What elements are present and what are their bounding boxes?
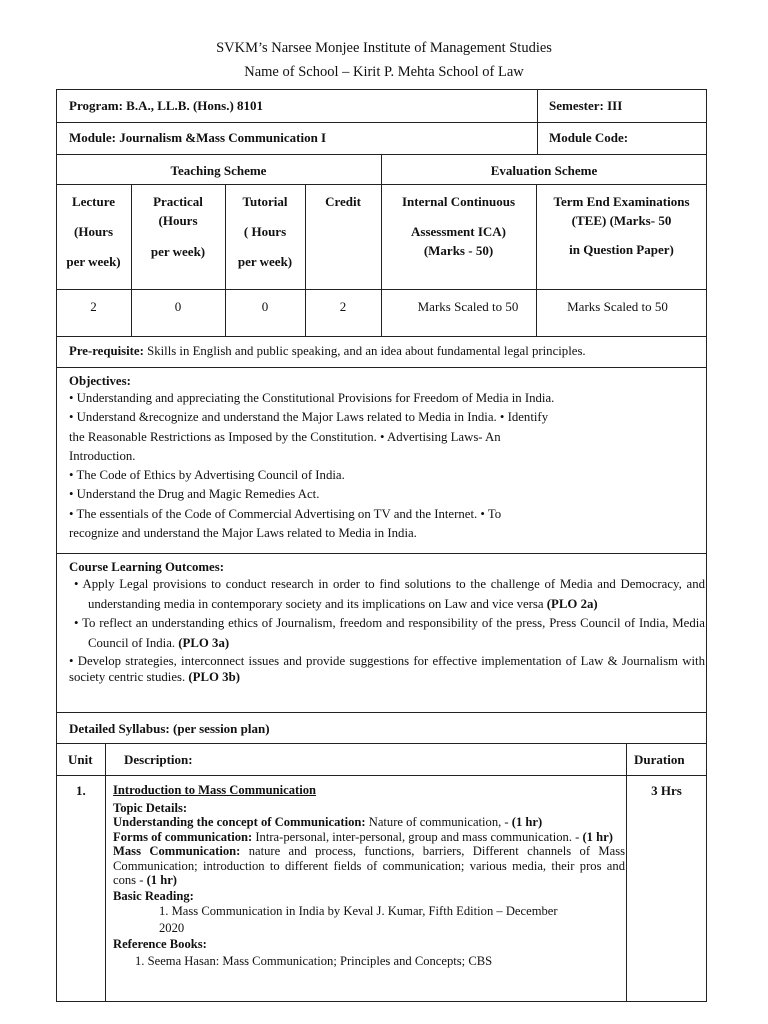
tee-header: Term End Examinations (TEE) (Marks- 50 in Question Paper)	[553, 194, 690, 257]
reference-books-label: Reference Books:	[113, 937, 207, 951]
unit-column-header: Unit	[68, 752, 93, 767]
school-name: Name of School – Kirit P. Mehta School of Law	[244, 64, 524, 80]
objective-line: Introduction.	[69, 448, 136, 463]
objective-line: • The Code of Ethics by Advertising Council of India.	[69, 468, 345, 483]
ica-header: Internal Continuous Assessment ICA) (Marks - 50)	[401, 194, 516, 258]
unit-duration: 3 Hrs	[651, 783, 682, 798]
unit-number: 1.	[76, 783, 86, 798]
basic-reading-item: 1. Mass Communication in India by Keval J. Kumar, Fifth Edition – December 2020	[159, 904, 558, 935]
topic-item: Understanding the concept of Communication: Nature of communication, - (1 hr)	[113, 815, 543, 829]
outcome-item: • Apply Legal provisions to conduct research in order to find solutions to the challenge of Media and Democracy, and understanding media in contemporary society and its implications on Law and vice versa (PLO 2a)	[74, 577, 705, 611]
program-label: Program: B.A., LL.B. (Hons.) 8101	[69, 98, 264, 113]
objectives	[69, 373, 705, 543]
unit-description	[113, 783, 625, 970]
topic-item: Mass Communication: nature and process, functions, barriers, Different channels of Mass Communication; introduction to different fields of communication; various media, their pros and cons - (1 hr)	[113, 844, 625, 887]
tutorial-header: Tutorial ( Hours per week)	[237, 194, 293, 269]
reference-book-item: 1. Seema Hasan: Mass Communication; Principles and Concepts; CBS	[135, 953, 493, 968]
outcomes-title: Course Learning Outcomes:	[69, 560, 224, 574]
basic-reading-label: Basic Reading:	[113, 888, 194, 903]
topic-item: Forms of communication: Intra-personal, inter-personal, group and mass communication. - (1 hr)	[113, 829, 613, 844]
learning-outcomes	[69, 559, 705, 685]
tutorial-value: 0	[261, 299, 269, 314]
syllabus-title: Detailed Syllabus: (per session plan)	[69, 721, 270, 736]
module-code-label: Module Code:	[549, 130, 629, 145]
topic-details-label: Topic Details:	[113, 800, 188, 815]
objective-line: • Understand the Drug and Magic Remedies Act.	[69, 487, 320, 502]
ica-value: Marks Scaled to 50	[417, 299, 519, 314]
credit-value: 2	[339, 299, 347, 314]
description-column-header: Description:	[124, 752, 193, 767]
semester-label: Semester: III	[549, 98, 623, 113]
unit-title: Introduction to Mass Communication	[113, 783, 317, 797]
duration-column-header: Duration	[634, 752, 685, 767]
objective-line: the Reasonable Restrictions as Imposed by the Constitution. • Advertising Laws- An	[69, 429, 501, 444]
outcome-item: • Develop strategies, interconnect issues and provide suggestions for effective implementation of Law & Journalism with society centric studies. (PLO 3b)	[69, 654, 705, 684]
institute-name: SVKM’s Narsee Monjee Institute of Management Studies	[216, 40, 552, 56]
credit-header: Credit	[325, 194, 361, 209]
evaluation-scheme-title: Evaluation Scheme	[490, 163, 598, 178]
practical-header: Practical (Hours per week)	[150, 194, 206, 259]
prerequisite: Pre-requisite: Skills in English and public speaking, and an idea about fundamental legal principles.	[69, 344, 586, 358]
objective-line: • The essentials of the Code of Commercial Advertising on TV and the Internet. • To	[69, 506, 502, 521]
objective-line: • Understand &recognize and understand the Major Laws related to Media in India. • Identify	[69, 410, 549, 425]
objectives-title: Objectives:	[69, 374, 131, 388]
objective-line: recognize and understand the Major Laws related to Media in India.	[69, 526, 417, 541]
lecture-header: Lecture (Hours per week)	[66, 194, 121, 269]
practical-value: 0	[174, 299, 182, 314]
teaching-scheme-title: Teaching Scheme	[170, 163, 267, 178]
lecture-value: 2	[90, 299, 97, 314]
outcome-item: • To reflect an understanding ethics of Journalism, freedom and responsibility of the press, Press Council of India, Media Council of India. (PLO 3a)	[74, 616, 705, 650]
tee-value: Marks Scaled to 50	[567, 299, 668, 314]
module-label: Module: Journalism &Mass Communication I	[69, 130, 327, 145]
objective-line: • Understanding and appreciating the Constitutional Provisions for Freedom of Media in India.	[69, 391, 555, 405]
